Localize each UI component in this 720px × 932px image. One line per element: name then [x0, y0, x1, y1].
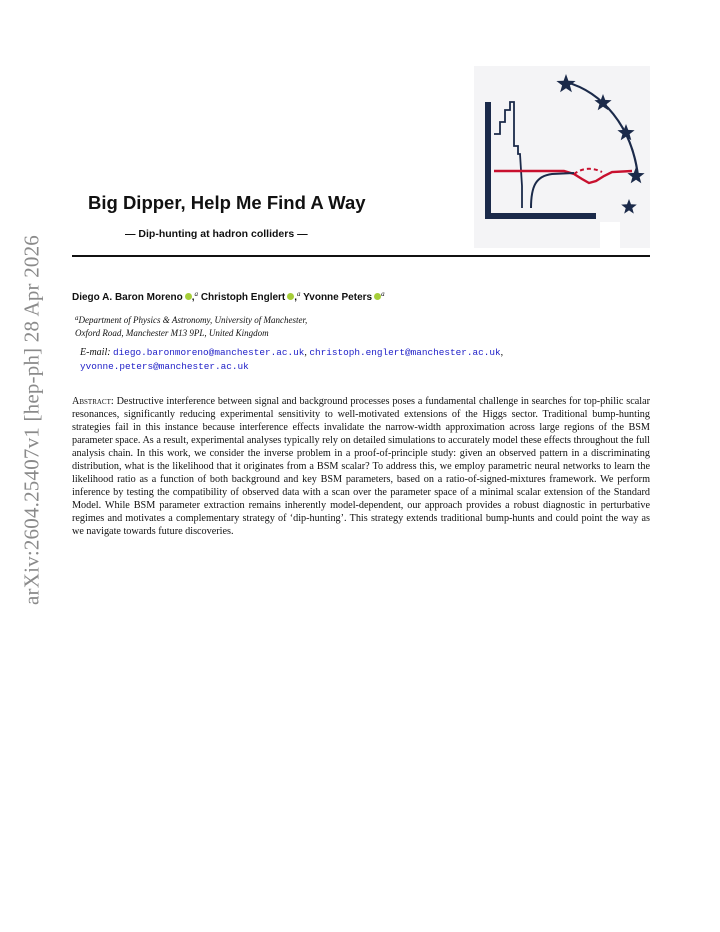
author-name: Diego A. Baron Moreno: [72, 292, 183, 303]
author-list: Diego A. Baron Moreno ,$^a$ Christoph Englert ,$^a$ Yvonne Peters $^a$: [72, 290, 385, 303]
affiliation-line: Oxford Road, Manchester M13 9PL, United Kingdom: [75, 328, 269, 338]
email-link[interactable]: diego.baronmoreno@manchester.ac.uk: [113, 347, 305, 358]
logo-corner-cutout: [600, 222, 620, 248]
affiliation-mark: a: [194, 290, 199, 298]
paper-title: Big Dipper, Help Me Find A Way: [88, 192, 366, 213]
author-name: Yvonne Peters: [303, 292, 373, 303]
arxiv-identifier: arXiv:2604.25407v1 [hep-ph] 28 Apr 2026: [19, 235, 44, 605]
affiliation-mark: a: [75, 314, 79, 322]
big-dipper-logo: [474, 66, 650, 248]
arxiv-sidebar-stamp: [12, 200, 52, 640]
affiliation-mark: a: [297, 290, 301, 298]
author-name: Christoph Englert: [200, 292, 286, 303]
email-block: E-mail: diego.baronmoreno@manchester.ac.uk, christoph.englert@manchester.ac.uk, yvonne.peters@manchester.ac.uk: [80, 347, 504, 372]
logo-background: [474, 66, 650, 248]
orcid-icon[interactable]: [287, 293, 294, 300]
abstract: Abstract: Destructive interference between signal and background processes poses a fundamental challenge in searches for top-philic scalar resonances, significantly reducing experimental sensitivity to well-motivated extensions of the Higgs sector. Traditional bump-hunting strategies fail in this instance because interference effects invalidate the narrow-width approximation across large regions of the BSM parameter space. As a result, experimental analyses typically rely on detailed simulations to accurately model these effects throughout the full analysis chain. In this work, we consider the inverse problem in a proof-of-principle study: given an observed pattern in a discriminating distribution, what is the likelihood that it originates from a BSM scalar? To address this, we employ parametric neural networks to learn the likelihood ratio as a function of both background and key BSM parameters, based on a ratio-of-signed-mixtures framework. We perform inference by testing the compatibility of observed data with a scan over the parameter space of a minimal scalar extension of the Standard Model. While BSM parameter extraction remains inherently model-dependent, our approach provides a robust diagnostic in perturbative regimes and motivates a complementary strategy of ‘dip-hunting’. This strategy extends traditional bump-hunts and could point the way as we navigate towards future discoveries.: [72, 396, 650, 538]
affiliation-line: Department of Physics & Astronomy, University of Manchester,: [78, 315, 308, 325]
abstract-heading: Abstract: [72, 396, 111, 407]
email-label: E-mail:: [80, 347, 111, 358]
orcid-icon[interactable]: [185, 293, 192, 300]
email-link[interactable]: yvonne.peters@manchester.ac.uk: [80, 361, 249, 372]
affiliation-block: [75, 312, 307, 340]
abstract-text: Destructive interference between signal and background processes poses a fundamental challenge in searches for top-philic scalar resonances, significantly reducing experimental sensitivity to well-motivated extensions of the Higgs sector. Traditional bump-hunting strategies fail in this instance because interference effects invalidate the narrow-width approximation across large regions of the BSM parameter space. As a result, experimental analyses typically rely on detailed simulations to accurately model these effects throughout the full analysis chain. In this work, we consider the inverse problem in a proof-of-principle study: given an observed pattern in a discriminating distribution, what is the likelihood that it originates from a BSM scalar? To address this, we employ parametric neural networks to learn the likelihood ratio as a function of both background and key BSM parameters, based on a ratio-of-signed-mixtures framework. We perform inference by testing the compatibility of observed data with a scan over the parameter space of a minimal scalar extension of the Standard Model. While BSM parameter extraction remains inherently model-dependent, our approach provides a robust diagnostic in perturbative regimes and motivates a complementary strategy of ‘dip-hunting’. This strategy extends traditional bump-hunts and could point the way as we navigate towards future discoveries.: [72, 396, 650, 538]
title-divider: [72, 255, 650, 257]
affiliation-mark: a: [381, 290, 385, 298]
email-link[interactable]: christoph.englert@manchester.ac.uk: [309, 347, 501, 358]
paper-subtitle: — Dip-hunting at hadron colliders —: [125, 228, 308, 240]
